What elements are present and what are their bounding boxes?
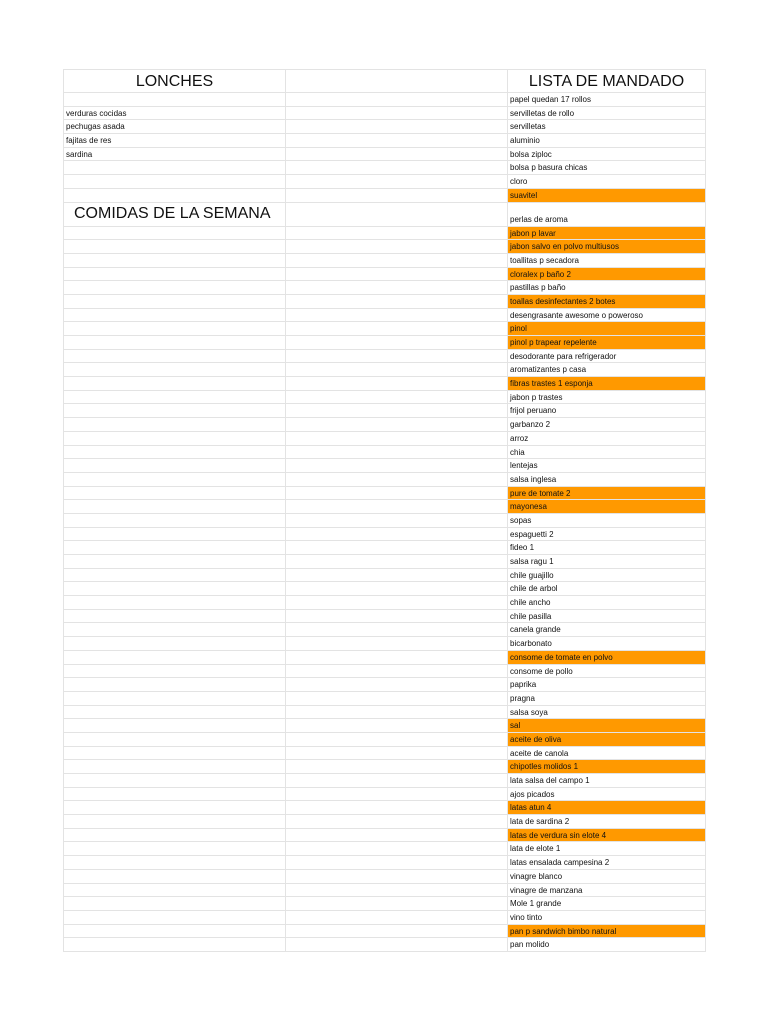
table-row bbox=[63, 120, 706, 134]
lista-item[interactable]: jabon p lavar bbox=[508, 227, 706, 240]
empty-cell[interactable] bbox=[286, 870, 508, 883]
table-row bbox=[63, 815, 706, 829]
empty-cell[interactable] bbox=[286, 391, 508, 404]
table-row bbox=[63, 322, 706, 336]
empty-cell[interactable] bbox=[286, 911, 508, 924]
empty-cell[interactable] bbox=[286, 596, 508, 609]
empty-cell[interactable] bbox=[286, 309, 508, 322]
lista-item[interactable]: Mole 1 grande bbox=[508, 897, 706, 910]
lista-item[interactable]: consome de tomate en polvo bbox=[508, 651, 706, 664]
empty-cell[interactable] bbox=[286, 336, 508, 349]
lista-item[interactable]: bolsa ziploc bbox=[508, 148, 706, 161]
empty-cell[interactable] bbox=[286, 120, 508, 133]
empty-cell[interactable] bbox=[286, 161, 508, 174]
table-row bbox=[63, 760, 706, 774]
empty-cell[interactable] bbox=[286, 788, 508, 801]
table-row bbox=[63, 93, 706, 107]
empty-cell[interactable] bbox=[63, 829, 286, 842]
empty-cell[interactable] bbox=[63, 925, 286, 938]
table-row bbox=[63, 418, 706, 432]
empty-cell[interactable] bbox=[63, 555, 286, 568]
table-row bbox=[63, 363, 706, 377]
lista-item[interactable]: vino tinto bbox=[508, 911, 706, 924]
lista-item[interactable]: toallitas p secadora bbox=[508, 254, 706, 267]
empty-cell[interactable] bbox=[286, 706, 508, 719]
lista-item[interactable]: lata salsa del campo 1 bbox=[508, 774, 706, 787]
lista-item[interactable]: latas atun 4 bbox=[508, 801, 706, 814]
table-row bbox=[63, 473, 706, 487]
empty-cell[interactable] bbox=[286, 487, 508, 500]
empty-cell[interactable] bbox=[286, 897, 508, 910]
empty-cell[interactable] bbox=[63, 870, 286, 883]
lista-item[interactable]: sopas bbox=[508, 514, 706, 527]
lista-item[interactable]: vinagre de manzana bbox=[508, 884, 706, 897]
table-row bbox=[63, 719, 706, 733]
table-row bbox=[63, 161, 706, 175]
lista-item[interactable]: vinagre blanco bbox=[508, 870, 706, 883]
empty-cell[interactable] bbox=[286, 107, 508, 120]
empty-cell[interactable] bbox=[286, 203, 508, 226]
lista-item[interactable]: canela grande bbox=[508, 623, 706, 636]
spreadsheet bbox=[63, 69, 706, 952]
empty-cell[interactable] bbox=[63, 161, 286, 174]
empty-cell[interactable] bbox=[286, 350, 508, 363]
lista-item[interactable]: perlas de aroma bbox=[508, 203, 706, 226]
empty-cell[interactable] bbox=[63, 295, 286, 308]
table-row bbox=[63, 134, 706, 148]
table-row bbox=[63, 295, 706, 309]
empty-cell[interactable] bbox=[63, 774, 286, 787]
empty-cell[interactable] bbox=[63, 473, 286, 486]
empty-cell[interactable] bbox=[63, 528, 286, 541]
table-row bbox=[63, 829, 706, 843]
lista-item[interactable]: latas ensalada campesina 2 bbox=[508, 856, 706, 869]
table-row bbox=[63, 203, 706, 227]
lista-item[interactable]: espaguetti 2 bbox=[508, 528, 706, 541]
lista-item[interactable]: pragna bbox=[508, 692, 706, 705]
lista-item[interactable]: pinol p trapear repelente bbox=[508, 336, 706, 349]
empty-cell[interactable] bbox=[63, 432, 286, 445]
empty-cell[interactable] bbox=[63, 678, 286, 691]
empty-cell[interactable] bbox=[286, 938, 508, 951]
lista-item[interactable]: arroz bbox=[508, 432, 706, 445]
table-row bbox=[63, 911, 706, 925]
table-row bbox=[63, 842, 706, 856]
empty-cell[interactable] bbox=[286, 925, 508, 938]
empty-cell[interactable] bbox=[286, 227, 508, 240]
empty-cell[interactable] bbox=[286, 815, 508, 828]
empty-cell[interactable] bbox=[286, 582, 508, 595]
empty-cell[interactable] bbox=[286, 189, 508, 202]
lista-item[interactable]: chipotles molidos 1 bbox=[508, 760, 706, 773]
empty-cell[interactable] bbox=[286, 446, 508, 459]
lista-item[interactable]: salsa ragu 1 bbox=[508, 555, 706, 568]
empty-cell[interactable] bbox=[286, 541, 508, 554]
empty-cell[interactable] bbox=[63, 404, 286, 417]
table-row bbox=[63, 336, 706, 350]
lonches-item[interactable]: pechugas asada bbox=[63, 120, 286, 133]
table-row bbox=[63, 774, 706, 788]
lista-item[interactable]: salsa inglesa bbox=[508, 473, 706, 486]
lista-item[interactable]: lata de sardina 2 bbox=[508, 815, 706, 828]
lista-item[interactable]: bicarbonato bbox=[508, 637, 706, 650]
empty-cell[interactable] bbox=[286, 719, 508, 732]
table-row bbox=[63, 788, 706, 802]
empty-cell[interactable] bbox=[286, 842, 508, 855]
empty-cell[interactable] bbox=[286, 175, 508, 188]
empty-cell[interactable] bbox=[63, 706, 286, 719]
lista-item[interactable]: toallas desinfectantes 2 botes bbox=[508, 295, 706, 308]
empty-cell[interactable] bbox=[286, 884, 508, 897]
empty-cell[interactable] bbox=[286, 268, 508, 281]
lista-item[interactable]: chile pasilla bbox=[508, 610, 706, 623]
empty-cell[interactable] bbox=[63, 281, 286, 294]
lista-item[interactable]: ajos picados bbox=[508, 788, 706, 801]
empty-cell[interactable] bbox=[63, 801, 286, 814]
table-row bbox=[63, 148, 706, 162]
lista-item[interactable]: suavitel bbox=[508, 189, 706, 202]
lista-item[interactable]: desodorante para refrigerador bbox=[508, 350, 706, 363]
empty-cell[interactable] bbox=[286, 432, 508, 445]
lista-item[interactable]: sal bbox=[508, 719, 706, 732]
empty-cell[interactable] bbox=[63, 856, 286, 869]
empty-cell[interactable] bbox=[63, 189, 286, 202]
table-row bbox=[63, 569, 706, 583]
empty-cell[interactable] bbox=[286, 678, 508, 691]
table-row bbox=[63, 582, 706, 596]
empty-cell[interactable] bbox=[286, 514, 508, 527]
empty-cell[interactable] bbox=[286, 528, 508, 541]
lista-item[interactable]: pinol bbox=[508, 322, 706, 335]
empty-cell[interactable] bbox=[63, 938, 286, 951]
table-row bbox=[63, 541, 706, 555]
table-row bbox=[63, 281, 706, 295]
lista-item[interactable]: pastillas p baño bbox=[508, 281, 706, 294]
empty-cell[interactable] bbox=[63, 911, 286, 924]
table-row bbox=[63, 350, 706, 364]
table-row bbox=[63, 487, 706, 501]
empty-cell[interactable] bbox=[286, 295, 508, 308]
empty-cell[interactable] bbox=[63, 514, 286, 527]
empty-cell[interactable] bbox=[63, 596, 286, 609]
table-row bbox=[63, 692, 706, 706]
empty-cell[interactable] bbox=[63, 651, 286, 664]
table-row bbox=[63, 596, 706, 610]
empty-cell[interactable] bbox=[63, 175, 286, 188]
empty-cell[interactable] bbox=[63, 665, 286, 678]
empty-cell[interactable] bbox=[63, 623, 286, 636]
empty-cell[interactable] bbox=[63, 268, 286, 281]
table-row bbox=[63, 240, 706, 254]
empty-cell[interactable] bbox=[63, 719, 286, 732]
empty-cell[interactable] bbox=[286, 281, 508, 294]
table-row bbox=[63, 227, 706, 241]
empty-cell[interactable] bbox=[63, 842, 286, 855]
empty-cell[interactable] bbox=[63, 541, 286, 554]
lista-item[interactable]: cloralex p baño 2 bbox=[508, 268, 706, 281]
lista-item[interactable]: cloro bbox=[508, 175, 706, 188]
lonches-header[interactable]: LONCHES bbox=[63, 70, 286, 92]
empty-cell[interactable] bbox=[63, 377, 286, 390]
lista-header[interactable]: LISTA DE MANDADO bbox=[508, 70, 706, 92]
lista-item[interactable]: lentejas bbox=[508, 459, 706, 472]
empty-cell[interactable] bbox=[286, 747, 508, 760]
empty-cell[interactable] bbox=[63, 733, 286, 746]
table-row bbox=[63, 175, 706, 189]
table-row bbox=[63, 884, 706, 898]
empty-cell[interactable] bbox=[63, 884, 286, 897]
empty-cell[interactable] bbox=[286, 93, 508, 106]
lista-item[interactable]: chile ancho bbox=[508, 596, 706, 609]
table-row bbox=[63, 651, 706, 665]
table-row bbox=[63, 801, 706, 815]
lonches-item[interactable]: sardina bbox=[63, 148, 286, 161]
lista-item[interactable]: chia bbox=[508, 446, 706, 459]
empty-cell[interactable] bbox=[286, 774, 508, 787]
lista-item[interactable]: salsa soya bbox=[508, 706, 706, 719]
table-row bbox=[63, 706, 706, 720]
lista-item[interactable]: consome de pollo bbox=[508, 665, 706, 678]
empty-cell[interactable] bbox=[286, 134, 508, 147]
empty-cell[interactable] bbox=[63, 240, 286, 253]
table-row bbox=[63, 459, 706, 473]
lista-item[interactable]: aceite de oliva bbox=[508, 733, 706, 746]
empty-cell[interactable] bbox=[63, 391, 286, 404]
empty-cell[interactable] bbox=[286, 377, 508, 390]
table-row bbox=[63, 254, 706, 268]
table-row bbox=[63, 404, 706, 418]
empty-cell[interactable] bbox=[286, 829, 508, 842]
table-row bbox=[63, 107, 706, 121]
lista-item[interactable]: paprika bbox=[508, 678, 706, 691]
empty-cell[interactable] bbox=[63, 610, 286, 623]
table-row bbox=[63, 268, 706, 282]
empty-cell[interactable] bbox=[63, 637, 286, 650]
lista-item[interactable]: aceite de canola bbox=[508, 747, 706, 760]
empty-cell[interactable] bbox=[286, 801, 508, 814]
table-row bbox=[63, 897, 706, 911]
lista-item[interactable]: aluminio bbox=[508, 134, 706, 147]
table-row bbox=[63, 309, 706, 323]
empty-cell[interactable] bbox=[286, 322, 508, 335]
lista-item[interactable]: garbanzo 2 bbox=[508, 418, 706, 431]
table-row bbox=[63, 665, 706, 679]
lista-item[interactable]: bolsa p basura chicas bbox=[508, 161, 706, 174]
empty-cell[interactable] bbox=[63, 692, 286, 705]
table-row bbox=[63, 733, 706, 747]
lista-item[interactable]: pure de tomate 2 bbox=[508, 487, 706, 500]
table-row bbox=[63, 938, 706, 952]
empty-cell[interactable] bbox=[63, 227, 286, 240]
table-row bbox=[63, 514, 706, 528]
empty-cell[interactable] bbox=[63, 446, 286, 459]
empty-cell[interactable] bbox=[63, 569, 286, 582]
empty-cell[interactable] bbox=[63, 897, 286, 910]
table-row bbox=[63, 377, 706, 391]
table-row bbox=[63, 189, 706, 203]
empty-cell[interactable] bbox=[286, 459, 508, 472]
table-row bbox=[63, 610, 706, 624]
table-row bbox=[63, 747, 706, 761]
empty-cell[interactable] bbox=[286, 637, 508, 650]
table-row bbox=[63, 856, 706, 870]
empty-cell[interactable] bbox=[286, 555, 508, 568]
table-row bbox=[63, 678, 706, 692]
empty-cell[interactable] bbox=[63, 350, 286, 363]
empty-cell[interactable] bbox=[286, 363, 508, 376]
lista-item[interactable]: frijol peruano bbox=[508, 404, 706, 417]
empty-cell[interactable] bbox=[63, 788, 286, 801]
empty-cell[interactable] bbox=[63, 418, 286, 431]
empty-cell[interactable] bbox=[63, 815, 286, 828]
lista-item[interactable]: jabon p trastes bbox=[508, 391, 706, 404]
table-row bbox=[63, 391, 706, 405]
table-row bbox=[63, 623, 706, 637]
empty-cell[interactable] bbox=[286, 500, 508, 513]
empty-cell[interactable] bbox=[286, 692, 508, 705]
empty-cell[interactable] bbox=[63, 254, 286, 267]
table-row bbox=[63, 446, 706, 460]
empty-cell[interactable] bbox=[63, 322, 286, 335]
empty-cell[interactable] bbox=[286, 418, 508, 431]
lista-item[interactable]: servilletas bbox=[508, 120, 706, 133]
empty-cell[interactable] bbox=[286, 623, 508, 636]
header-row bbox=[63, 69, 706, 93]
lista-item[interactable]: servilletas de rollo bbox=[508, 107, 706, 120]
empty-cell[interactable] bbox=[286, 404, 508, 417]
empty-cell[interactable] bbox=[63, 582, 286, 595]
empty-cell[interactable] bbox=[286, 665, 508, 678]
empty-cell[interactable] bbox=[286, 733, 508, 746]
lista-item[interactable]: lata de elote 1 bbox=[508, 842, 706, 855]
empty-cell[interactable] bbox=[286, 610, 508, 623]
lista-item[interactable]: mayonesa bbox=[508, 500, 706, 513]
empty-cell[interactable] bbox=[63, 500, 286, 513]
empty-cell[interactable] bbox=[286, 569, 508, 582]
empty-cell[interactable] bbox=[63, 309, 286, 322]
table-row bbox=[63, 925, 706, 939]
lonches-item[interactable]: verduras cocidas bbox=[63, 107, 286, 120]
lista-item[interactable]: latas de verdura sin elote 4 bbox=[508, 829, 706, 842]
empty-cell[interactable] bbox=[63, 363, 286, 376]
empty-cell[interactable] bbox=[286, 760, 508, 773]
lonches-item[interactable]: fajitas de res bbox=[63, 134, 286, 147]
empty-cell[interactable] bbox=[286, 240, 508, 253]
lista-item[interactable]: jabon salvo en polvo multiusos bbox=[508, 240, 706, 253]
lista-item[interactable]: chile de arbol bbox=[508, 582, 706, 595]
lista-item[interactable]: pan p sandwich bimbo natural bbox=[508, 925, 706, 938]
empty-cell[interactable] bbox=[286, 148, 508, 161]
lista-item[interactable]: aromatizantes p casa bbox=[508, 363, 706, 376]
comidas-header[interactable]: COMIDAS DE LA SEMANA bbox=[63, 203, 286, 226]
table-row bbox=[63, 870, 706, 884]
table-row bbox=[63, 528, 706, 542]
lista-item[interactable]: desengrasante awesome o poweroso bbox=[508, 309, 706, 322]
empty-cell[interactable] bbox=[63, 760, 286, 773]
lista-item[interactable]: fibras trastes 1 esponja bbox=[508, 377, 706, 390]
empty-cell[interactable] bbox=[63, 336, 286, 349]
empty-cell[interactable] bbox=[63, 93, 286, 106]
empty-cell[interactable] bbox=[286, 254, 508, 267]
empty-cell[interactable] bbox=[286, 856, 508, 869]
empty-cell[interactable] bbox=[286, 651, 508, 664]
empty-cell[interactable] bbox=[63, 487, 286, 500]
lista-item[interactable]: chile guajillo bbox=[508, 569, 706, 582]
empty-cell[interactable] bbox=[286, 70, 508, 92]
empty-cell[interactable] bbox=[286, 473, 508, 486]
sheet-body bbox=[63, 93, 706, 952]
table-row bbox=[63, 555, 706, 569]
empty-cell[interactable] bbox=[63, 747, 286, 760]
lista-item[interactable]: fideo 1 bbox=[508, 541, 706, 554]
lista-item[interactable]: pan molido bbox=[508, 938, 706, 951]
empty-cell[interactable] bbox=[63, 459, 286, 472]
table-row bbox=[63, 432, 706, 446]
table-row bbox=[63, 500, 706, 514]
table-row bbox=[63, 637, 706, 651]
lista-item[interactable]: papel quedan 17 rollos bbox=[508, 93, 706, 106]
